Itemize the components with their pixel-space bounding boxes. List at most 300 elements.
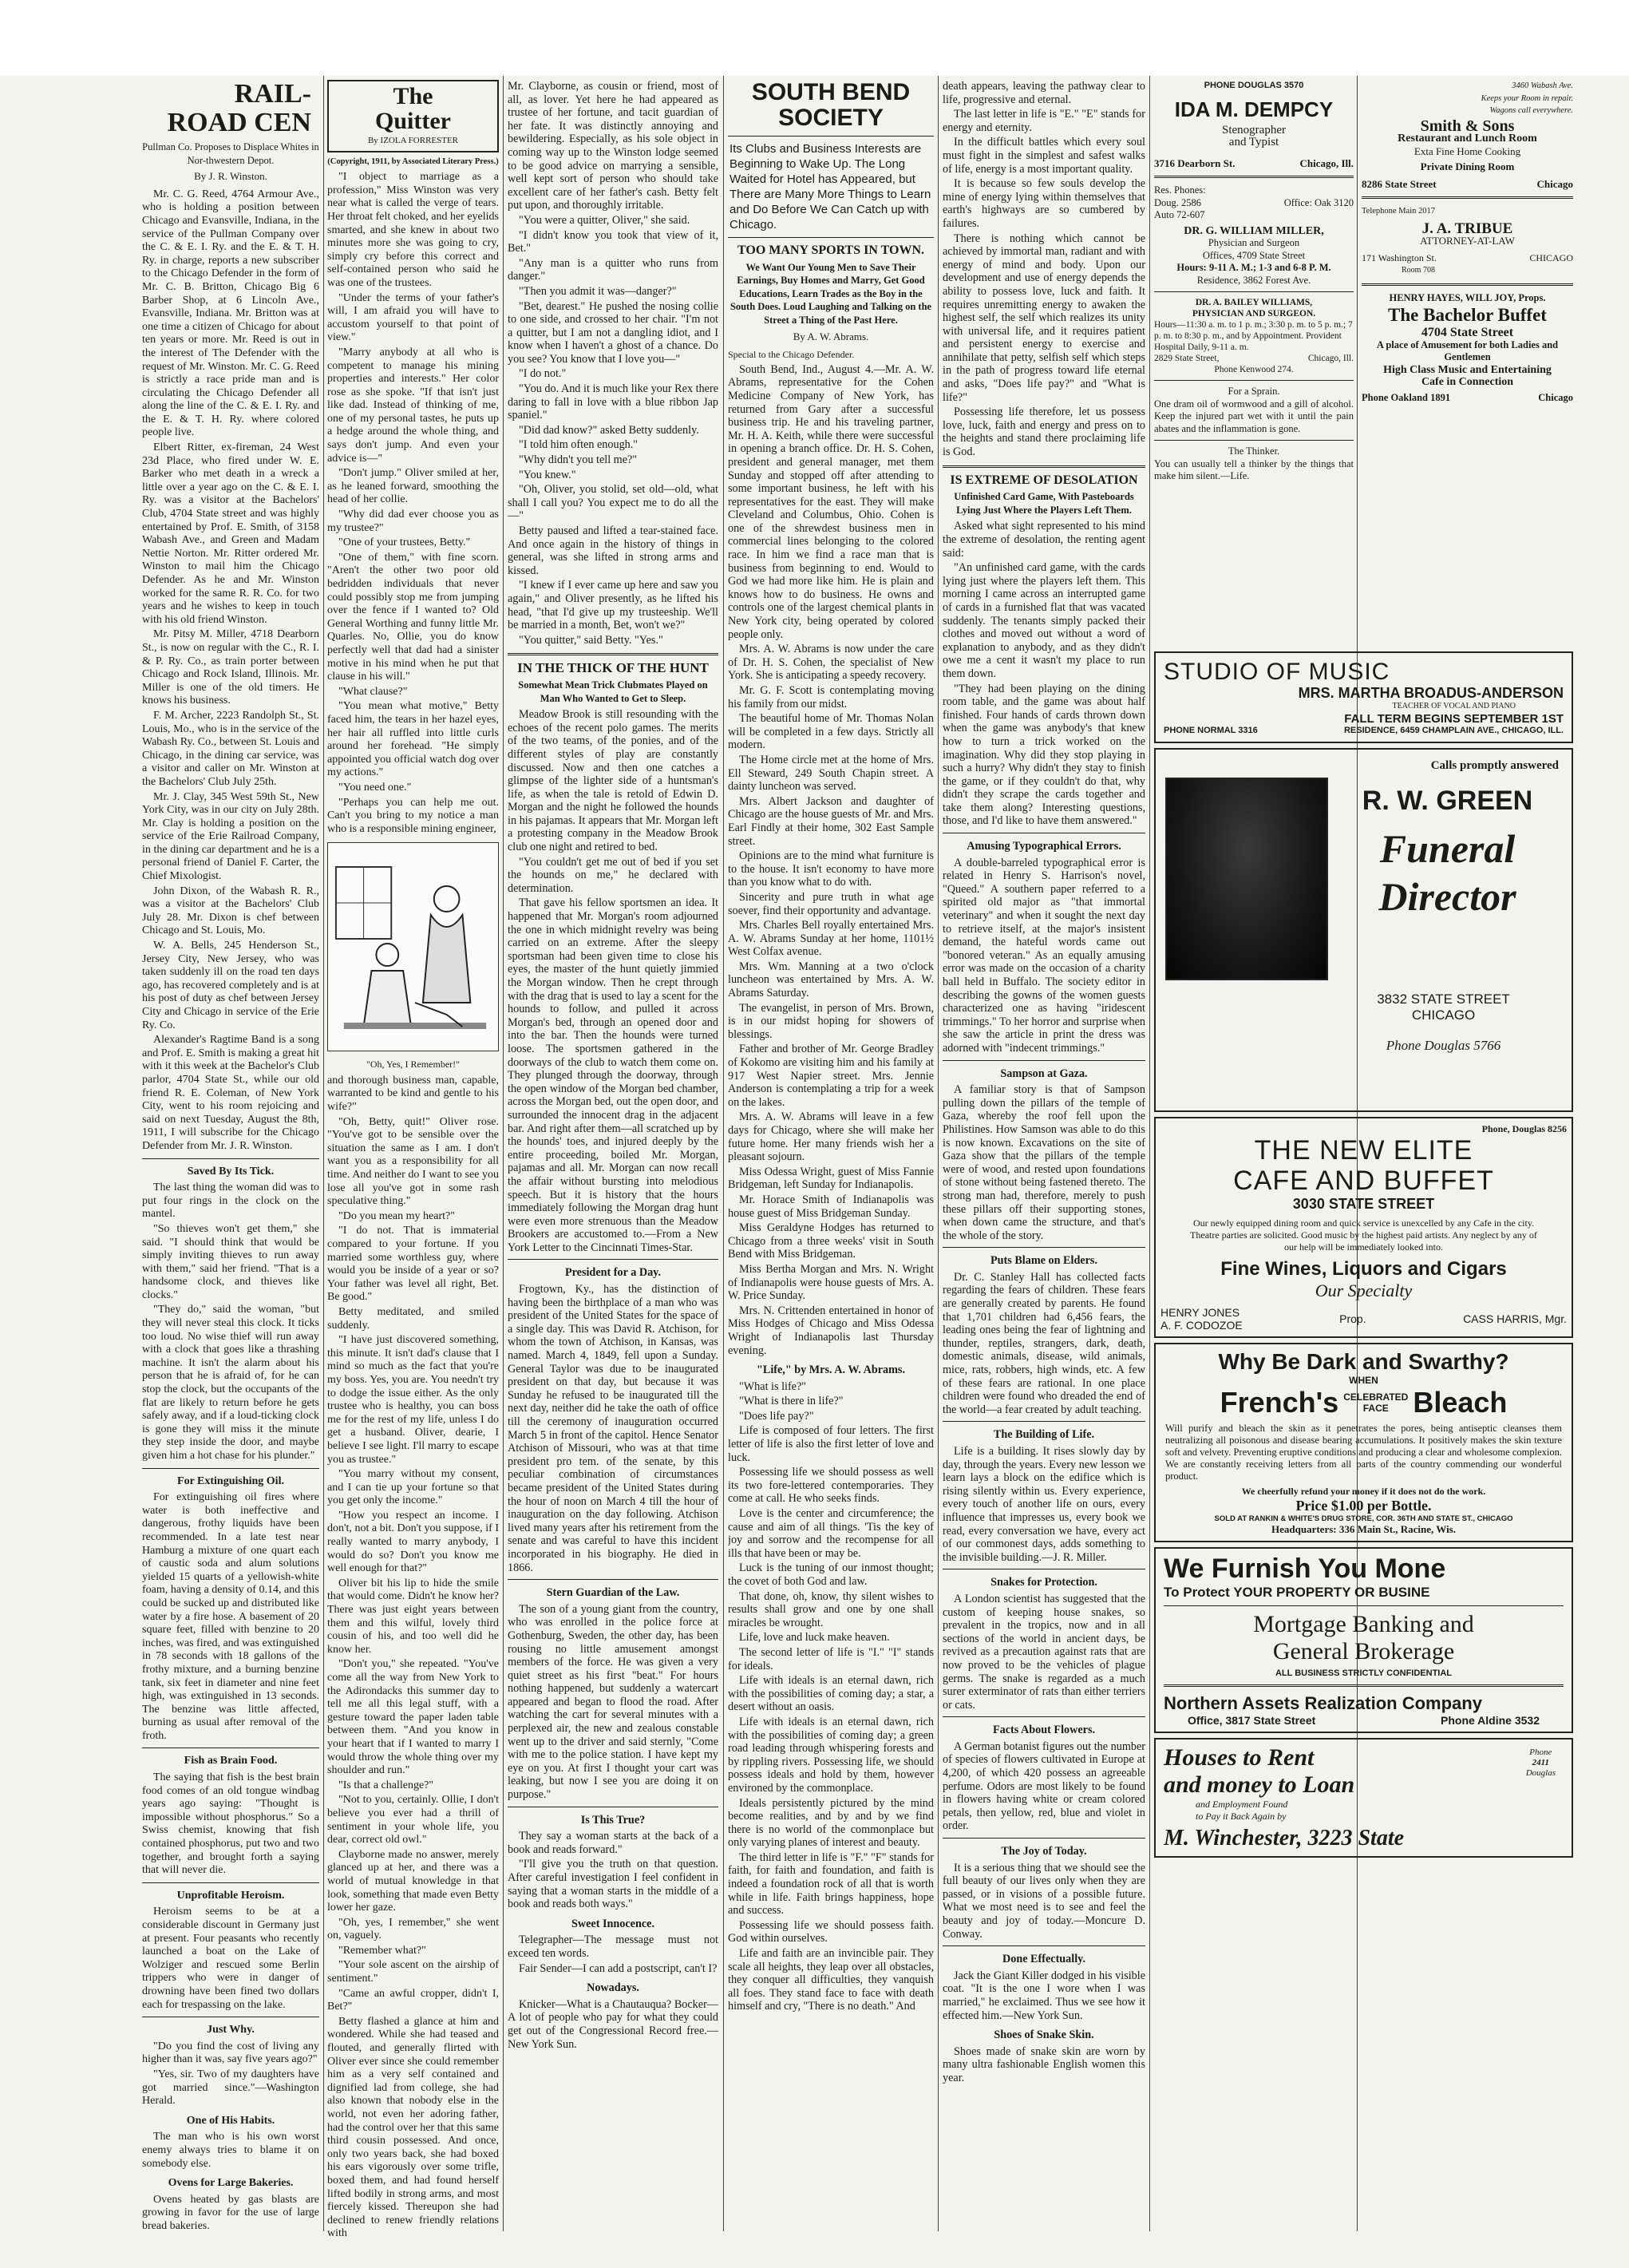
ad-prop-label: Prop. — [1339, 1312, 1366, 1325]
paragraph: "Oh, yes, I remember," she went on, vaguely. — [327, 1916, 499, 1942]
story-author: By IZOLA FORRESTER — [367, 136, 459, 145]
paragraph: Asked what sight represented to his mind the extreme of desolation, the renting agent said: — [943, 520, 1145, 560]
paragraph: The last thing the woman did was to put four rings in the clock on the mantel. — [142, 1181, 319, 1221]
ad-text: Will purify and bleach the skin as it penetrates the pores, being antiseptic cleanses them neutralizing all poisonous and disease bearing accumulations. It positively makes the skin texture soft and velvety. Preventing eruptive conditions and producing a clear and wholesome complexion. We are constantly receiving letters from all parts of the country commending our wonderful product. — [1165, 1423, 1562, 1482]
paragraph: Frogtown, Ky., has the distinction of having been the birthplace of a man who was president of the United States for the space of a single day. This was David R. Atchison, for whom the town of Atchison, in Kansas, was named. March 4, 1849, fell upon a Sunday. General Taylor was due to be inaugurated president on that day, but because it was Sunday he refused to be inaugurated till the next day, neither did he take the oath of office till the ceremony of inauguration occurred March 5 in front of the capitol. Hence Senator Atchison of Missouri, who was at that time president pro tem. of the senate, by this peculiar combination of circumstances became president of the United States during the hour of noon on March 4 till the hour of inauguration on the day following. Atchison lived many years after his retirement from the senate and was careful to have this incident incorporated in his biography. He died in 1866. — [508, 1283, 718, 1574]
card-name: IDA M. DEMPCY — [1174, 97, 1334, 121]
ad-line: to Pay it Back Again by — [1196, 1811, 1287, 1822]
section-heading: The Joy of Today. — [1001, 1845, 1087, 1858]
ad-phone-block — [1526, 1748, 1556, 1779]
title-line: ROAD CEN — [167, 108, 311, 137]
paragraph: "I didn't know you took that view of it, Bet." — [508, 228, 718, 255]
paragraph: It is a serious thing that we should see the full beauty of our lives only when they are passed, or in visions of a possible future. What we most need is to see and feel the beauty and joy of today.—Moncure D. Conway. — [943, 1861, 1145, 1941]
byline: By A. W. Abrams. — [793, 330, 869, 342]
column-rule — [723, 76, 724, 2231]
section-heading: Snakes for Protection. — [990, 1576, 1097, 1589]
paragraph: The beautiful home of Mr. Thomas Nolan will be completed in a few days. Strictly all modern. — [728, 712, 934, 752]
illustration-drawing — [328, 843, 498, 1051]
card-title: ATTORNEY-AT-LAW — [1420, 235, 1515, 247]
paragraph: "I'll give you the truth on that question. After careful investigation I feel confident in saying that a woman starts in the middle of a book and reads both ways." — [508, 1858, 718, 1911]
card-line: Private Dining Room — [1420, 160, 1515, 172]
divider — [142, 1882, 319, 1883]
card-address-row — [1362, 178, 1573, 191]
williams-card — [1154, 297, 1354, 375]
paragraph: Special to the Chicago Defender. — [728, 349, 855, 361]
phone-label: Res. Phones: — [1154, 184, 1206, 196]
card-title: and Typist — [1228, 136, 1279, 148]
paragraph: Ideals persistently pictured by the mind become realities, and by and by we find there is no world of the commonplace but only varying planes of interest and beauty. — [728, 1796, 934, 1850]
paragraph: A familiar story is that of Sampson pulling down the pillars of the temple of Gaza, whereby the roof fell upon the Philistines. How Samson was able to do this is now known. Excavations on the site of Gaza show that the pillars of the temple were of wood, and rested upon foundations of stone without being fastened thereto. The strong man had, therefore, merely to push these pillars off their supporting stones, when down came the structure, and that's the whole of the story. — [943, 1083, 1145, 1242]
card-city: Chicago — [1536, 177, 1573, 190]
paragraph: Jack the Giant Killer dodged in his visible coat. "It is the one I wore when I was married," he exclaimed. Thus we see how it effected him.—New York Sun. — [943, 1969, 1145, 2022]
paragraph: Mr. G. F. Scott is contemplating moving his family from our midst. — [728, 684, 934, 710]
paragraph: "You couldn't get me out of bed if you set the hounds on me," he declared with determination. — [508, 855, 718, 895]
paragraph: "You marry without my consent, and I can tie up your fortune so that you get only the income." — [327, 1468, 499, 1507]
column-3 — [508, 80, 718, 2259]
ad-address: 3030 STATE STREET — [1292, 1196, 1435, 1212]
dempcy-card — [1154, 80, 1354, 169]
paragraph: Mr. Pitsy M. Miller, 4718 Dearborn St., is now on regular with the C., R. I. & P. Ry. Co., as train porter between Chicago and Rock Island, Illinois. Mr. Miller is one of the old timers. He knows his business. — [142, 628, 319, 707]
ad-owner: MRS. MARTHA BROADUS-ANDERSON — [1298, 685, 1564, 701]
torn-top-edge — [0, 0, 1629, 76]
story-illustration — [327, 842, 499, 1051]
ad-line: Mortgage Banking and — [1253, 1611, 1474, 1637]
section-heading: Unprofitable Heroism. — [176, 1889, 285, 1902]
divider — [1154, 291, 1354, 292]
section-heading: The Building of Life. — [993, 1428, 1095, 1442]
paragraph: In the difficult battles which every soul must fight in the simplest and safest walks of life, energy is a most important quality. — [943, 136, 1145, 176]
column-1 — [142, 80, 319, 2259]
divider — [1362, 196, 1573, 199]
studio-of-music-ad — [1154, 651, 1573, 743]
paragraph: Life and faith are an invincible pair. They scale all heights, they leap over all obstacles, they conquer all difficulties, they vanquish all foes. They stand face to face with death himself and cry, "There is no death." And — [728, 1947, 934, 2013]
paragraph: Dr. C. Stanley Hall has collected facts regarding the fears of children. These fears are generally created by parents. He found that 1,701 children had 6,456 fears, the leading ones being the fear of lightning and thunder, reptiles, strangers, dark, death, domestic animals, disease, wild animals, mice, rats, robbers, high winds, etc. A few of these fears are rational. In one place children were found who dreaded the end of the world—a fear created by adult teaching. — [943, 1270, 1145, 1416]
paragraph: "What is there in life?" — [739, 1395, 844, 1408]
paragraph: "I told him often enough." — [519, 438, 639, 452]
ad-price: Price $1.00 per Bottle. — [1295, 1498, 1432, 1514]
paragraph: "Came an awful cropper, didn't I, Bet?" — [327, 1987, 499, 2013]
section-heading: The Thinker. — [1228, 445, 1280, 457]
paragraph: Miss Bertha Morgan and Mrs. N. Wright of Indianapolis were house guests of Mrs. A. W. Price Sunday. — [728, 1262, 934, 1303]
ad-name: M. Winchester, 3223 State — [1164, 1826, 1405, 1850]
paragraph: Betty paused and lifted a tear-stained face. And once again in the history of things in general, was she lifted in strong arms and kissed. — [508, 524, 718, 577]
story-title: Quitter — [375, 108, 451, 134]
paragraph: "Is that a challenge?" — [338, 1779, 434, 1791]
ad-subtitle: To Protect YOUR PROPERTY OR BUSINE — [1164, 1585, 1430, 1600]
card-name: DR. A. BAILEY WILLIAMS, — [1195, 298, 1313, 307]
card-props: HENRY HAYES, WILL JOY, Props. — [1389, 291, 1546, 303]
paragraph: Meadow Brook is still resounding with the echoes of the recent polo games. The merits of the two teams, of the ponies, and of the different styles of play are constantly discussed. Now and then one catches a glimpse of the lighter side of a huntsman's life, as when the tale is retold of Edwin D. Morgan and the night he followed the hounds in his pajamas. It appears that Mr. Morgan left a protesting company in the Meadow Brook club one night and retired to bed. — [508, 708, 718, 854]
ad-title: and money to Loan — [1164, 1771, 1355, 1798]
ad-footer-row — [1164, 1714, 1564, 1727]
paragraph: Elbert Ritter, ex-fireman, 24 West 23d Place, who fired under W. E. Barker who met death in a wreck a little over a year ago on the C. & E. I. Ry. was a visitor at the Bachelors' Club, 4704 State street and was highly entertained by Prof. E. Smith, of 3158 Wabash Ave., and Green and Madam Nettie Norton. Mr. Ritter ordered Mr. Winston to mail him the Chicago Defender. As he and Mr. Winston worked for the same R. R. Co. for two years and he wishes to keep in touch with his old friend Winston. — [142, 441, 319, 626]
paragraph: The last letter in life is "E." "E" stands for energy and eternity. — [943, 108, 1145, 134]
paragraph: "Oh, Betty, quit!" Oliver rose. "You've got to be sensible over the situation the same as I am. I don't want you as a responsibility for all time. And neither do I want to see you lose all you've got in some rash speculative thing." — [327, 1115, 499, 1208]
card-address-row — [1154, 157, 1354, 170]
column-5 — [943, 80, 1145, 2259]
divider — [508, 1259, 718, 1260]
ad-line: SOLD AT RANKIN & WHITE'S DRUG STORE, COR. 36TH AND STATE ST., CHICAGO — [1214, 1514, 1513, 1523]
paragraph: "I knew if I ever came up here and saw you again," and Oliver presently, as he lifted his head, "that I'd give up my trusteeship. We'll be married in a month, Bet, won't we?" — [508, 579, 718, 632]
card-address: Offices, 4709 State Street — [1202, 249, 1306, 261]
paragraph: "Don't jump." Oliver smiled at her, as he leaned forward, smoothing the head of her collie. — [327, 467, 499, 506]
card-city: Chicago, Ill. — [1307, 354, 1354, 363]
paragraph: Mr. C. G. Reed, 4764 Armour Ave., who is holding a position between Chicago and Evansville, Indiana, in the service of the Pullman Company over the C. & E. I. Ry. and the E. & T. H. Ry. in charge, reports a new subscriber to the Chicago Defender in the form of Mr. C. B. Britton, Chicago Big 6 Barber Shop, at 6 Lincoln Ave., Evansville, Indiana. Mr. Britton was at one time a citizen of Chicago for about ten years or more. Mr. Reed is out in the interest of The Defender with the request of Mr. Winston. Mr. C. G. Reed is strictly a race pride man and is circulating the Chicago Defender all along the line of the C. & E. I. Ry. and the E. & T. H. Ry. where colored people live. — [142, 188, 319, 439]
ad-line: ALL BUSINESS STRICTLY CONFIDENTIAL — [1275, 1668, 1453, 1678]
divider — [142, 1468, 319, 1469]
green-body — [1160, 778, 1567, 980]
section-deck: Its Clubs and Business Interests are Beginning to Wake Up. The Long Waited for Hotel has Appeared, but There are Many More Things to Learn and Do Before We Can Catch up with Chicago. — [729, 142, 931, 232]
column-6-cards — [1154, 80, 1354, 643]
paragraph: Life with ideals is an eternal dawn, rich with the possibilities of coming day; a green road leading through whispering forests and by rippling rivers. Possessing life, we should possess ideals and hold by them, however environed by the commonplace. — [728, 1715, 934, 1795]
ad-prop: A. F. CODOZOE — [1160, 1319, 1243, 1332]
ad-title: STUDIO OF MUSIC — [1164, 659, 1390, 685]
paragraph: Betty flashed a glance at him and wondered. While she had teased and flouted, and generally flirted with Oliver ever since she could remember him as a very self contained and dignified lad from college, she had also known that nobody else in the world, not even her adoring father, had the control over her that this same third cousin possessed. And once, only two years back, she had boxed his ears vigorously over some trifle, boxed them, and had found herself lifted bodily in strong arms, and most fiercely kissed. Thereupon she had declined to renew friendly relations with — [327, 2015, 499, 2240]
ad-company: Northern Assets Realization Company — [1164, 1693, 1482, 1713]
illustration-caption: "Oh, Yes, I Remember!" — [366, 1059, 461, 1071]
paragraph: "How you respect an income. I don't, not a bit. Don't you suppose, if I really wanted to marry anybody, I would do so? Don't you know me well enough for that?" — [327, 1509, 499, 1575]
paragraph: "Why did dad ever choose you as my trustee?" — [327, 509, 499, 534]
advertisements — [1154, 647, 1573, 2255]
card-address-row — [1154, 353, 1354, 364]
card-line: High Class Music and Entertaining — [1383, 363, 1552, 376]
ad-footer-row — [1160, 1306, 1567, 1332]
paragraph: Clayborne made no answer, merely glanced up at her, and there was a world of mutual knowledge in that look, something that made even Betty lower her gaze. — [327, 1848, 499, 1914]
new-elite-cafe-ad — [1154, 1117, 1573, 1338]
paragraph: "One of them," with fine scorn. "Aren't the other two poor old bedridden individuals that never could possibly stop me from jumping over the fence if I wanted to? Old General Worthing and funny little Mr. Quarles. No, Ollie, you do know perfectly well that dad had a sinister motive in his mind when he put that clause in his will." — [327, 551, 499, 683]
column-rule — [323, 76, 324, 2231]
paragraph: "You were a quitter, Oliver," she said. — [519, 213, 690, 227]
ad-title: CAFE AND BUFFET — [1233, 1166, 1494, 1196]
paragraph: "What is life?" — [739, 1379, 807, 1393]
card-title: PHYSICIAN AND SURGEON. — [1192, 309, 1316, 319]
ad-line: Our Specialty — [1315, 1280, 1413, 1300]
paragraph: Mrs. Albert Jackson and daughter of Chicago are the house guests of Mr. and Mrs. Earl Findly at their home, 302 East Sample street. — [728, 794, 934, 848]
column-2 — [327, 80, 499, 2259]
paragraph: Mr. Horace Smith of Indianapolis was house guest of Miss Bridgeman Sunday. — [728, 1193, 934, 1220]
ad-line: Calls promptly answered — [1430, 759, 1559, 772]
paragraph: Knicker—What is a Chautauqua? Bocker—A lot of people who pay for what they could get out of the Congressional Record free.—New York Sun. — [508, 1997, 718, 2051]
paragraph: Sincerity and pure truth in what age soever, find their opportunity and advantage. — [728, 890, 934, 917]
paragraph: Life is composed of four letters. The first letter of life is also the first letter of love and luck. — [728, 1424, 934, 1464]
section-deck: We Want Our Young Men to Save Their Earnings, Buy Homes and Marry, Get Good Educations, Learn Trades as the Boy in the South Does. Loud Laughing and Talking on the Street a Thing of the Past Here. — [729, 261, 932, 326]
paragraph: Mr. J. Clay, 345 West 59th St., New York City, was in our city on July 28th. Mr. Clay is holding a position on the service of the Erie Railroad Company, in the dining car department and he is a personal friend of Daniel F. Carter, the Chief Mixologist. — [142, 790, 319, 883]
ad-title: R. W. GREEN — [1362, 786, 1533, 816]
paragraph: Possessing life therefore, let us possess love, luck, faith and energy and press on to the heights and stand there proclaiming life is God. — [943, 406, 1145, 459]
section-deck: Unfinished Card Game, With Pasteboards Lying Just Where the Players Left Them. — [954, 491, 1134, 516]
ad-phone: Phone Douglas 5766 — [1386, 1038, 1501, 1053]
card-address: 8286 State Street — [1362, 177, 1437, 190]
section-heading: TOO MANY SPORTS IN TOWN. — [737, 243, 924, 257]
paragraph: Alexander's Ragtime Band is a song and Prof. E. Smith is making a great hit with it this week at the Bachelor's Club parlor, 4704 State St., while our old friend R. E. Coleman, of New York City, went to his room rejoicing and said on next Tuesday, August the 8th, 1911, I will subscribe for the Chicago Defender from Mr. J. R. Winston. — [142, 1034, 319, 1152]
card-name: J. A. TRIBUE — [1421, 220, 1513, 237]
section-heading: Stern Guardian of the Law. — [546, 1586, 680, 1600]
ad-phone: Phone Aldine 3532 — [1441, 1714, 1540, 1727]
byline: By J. R. Winston. — [194, 170, 267, 183]
paragraph: Betty meditated, and smiled suddenly. — [327, 1305, 499, 1332]
paragraph: Shoes made of snake skin are worn by many ultra fashionable English women this year. — [943, 2044, 1145, 2084]
product-name-part: French's — [1220, 1386, 1339, 1419]
paragraph: Mrs. A. W. Abrams is now under the care of Dr. H. S. Cohen, the specialist of New York. She is anticipating a speedy recovery. — [728, 643, 934, 683]
paragraph: Mr. Clayborne, as cousin or friend, most of all, as lover. Yet here he had appeared as trustee of her fortune, and tacit guardian of her fate. It was distinctly annoying and bewildering. Especially, as his sole object in coming way up to the Winston lodge seemed to be good advice on marrying a sensible, well kept sort of person who should take excellent care of her father's cash. Betty felt put upon, and thoroughly irritable. — [508, 80, 718, 212]
card-line: A place of Amusement for both Ladies and Gentlemen — [1376, 338, 1559, 362]
paragraph: Possessing life we should possess faith. God within ourselves. — [728, 1918, 934, 1945]
paragraph: Life with ideals is an eternal dawn, rich with the possibilities of coming day; a star, a desert without an oasis. — [728, 1674, 934, 1714]
divider — [943, 1421, 1145, 1422]
card-name: DR. G. WILLIAM MILLER, — [1184, 224, 1324, 237]
ad-phone-label: Phone — [1529, 1748, 1552, 1757]
divider — [508, 1579, 718, 1580]
card-small-line: Keeps your Room in repair. — [1481, 93, 1573, 103]
tribue-card — [1362, 205, 1573, 277]
phone-line: PHONE DOUGLAS 3570 — [1204, 81, 1304, 90]
section-heading: "Life," by Mrs. A. W. Abrams. — [756, 1364, 905, 1377]
ad-title: Houses to Rent — [1164, 1744, 1315, 1771]
paragraph: "I have just discovered something, this minute. It isn't dad's clause that I mind so much as the fact that you're my boss. Yes, you are. You needn't try to dodge the issue either. As the only trustee who is healthy, you can boss me for the rest of my life, unless I do get a husband. Oliver, dearie, I believe I see light. I'll marry to escape you as trustee." — [327, 1334, 499, 1466]
paragraph: "They do," said the woman, "but they will never steal this clock. It ticks too loud. No wise thief will run away with a clock that goes like a thrashing machine. It isn't the alarm about his person that he is afraid of, for he can stop the clock, but the occupants of the flat are likely to return before he gets safely away, and if a loud-ticking clock is gone they will miss it the minute they step inside the door, and maybe given him a hot chase for his plunder." — [142, 1304, 319, 1462]
ad-line: Fine Wines, Liquors and Cigars — [1220, 1258, 1507, 1280]
paragraph: "You knew." — [519, 468, 576, 481]
office-phone: Office: Oak 3120 — [1283, 197, 1354, 208]
card-line: Cafe in Connection — [1421, 376, 1514, 388]
ad-address: Office, 3817 State Street — [1188, 1714, 1316, 1727]
section-heading: For a Sprain. — [1228, 386, 1280, 397]
office-hours: Hours: 9-11 A. M.; 1-3 and 6-8 P. M. — [1176, 262, 1331, 273]
paragraph: The Home circle met at the home of Mrs. Ell Steward, 249 South Chapin street. A dainty luncheon was served. — [728, 753, 934, 794]
card-title: Physician and Surgeon — [1208, 237, 1300, 248]
section-heading: One of His Habits. — [186, 2114, 275, 2127]
paragraph: "I object to marriage as a profession," Miss Winston was very near what is called the verge of tears. Her throat felt choked, and her eyelids smarted, and she knew in about two minutes more she was going to cry, simply cry before this correct and self-contained person who said he was one of the trustees. — [327, 171, 499, 289]
ad-phone: PHONE NORMAL 3316 — [1164, 726, 1258, 735]
paragraph: "Then you admit it was—danger?" — [519, 284, 677, 298]
paragraph: "Your sole ascent on the airship of sentiment." — [327, 1959, 499, 1985]
section-heading: Just Why. — [207, 2024, 255, 2036]
paragraph: W. A. Bells, 245 Henderson St., Jersey City, New Jersey, who was taken suddenly ill on the road ten days ago, has recovered completely and is at his post of duty as chef between Jersey City and Chicago in service of the Erie Ry. Co. — [142, 940, 319, 1031]
paragraph: The evangelist, in person of Mrs. Brown, is in our midst hoping for showers of blessings. — [728, 1001, 934, 1041]
divider — [728, 237, 934, 238]
divider — [943, 1945, 1145, 1946]
ad-subtitle: TEACHER OF VOCAL AND PIANO — [1392, 702, 1516, 710]
paragraph: "Perhaps you can help me out. Can't you bring to my notice a man who is a responsible mining engineer, — [327, 796, 499, 835]
paragraph: Opinions are to the mind what furniture is to the house. It isn't economy to have more than you know what to do with. — [728, 849, 934, 889]
ad-line: WHEN — [1349, 1375, 1378, 1386]
card-room: Room 708 — [1402, 266, 1435, 275]
paragraph: Oliver bit his lip to hide the smile that would come. Didn't he know her? There was just eight years between them and this wilful, lovely third cousin of his, and too well did he know her. — [327, 1577, 499, 1656]
paragraph: F. M. Archer, 2223 Randolph St., St. Louis, Mo., who is in the service of the Wabash Ry. Co., between St. Louis and Chicago, in the dining car service, was a visitor and caller on Mr. Winston at the Bachelors' Club July 25th. — [142, 709, 319, 788]
paragraph: "Do you mean my heart?" — [338, 1209, 455, 1222]
card-address: 2829 State Street, — [1154, 354, 1220, 363]
ad-city: CHICAGO — [1411, 1007, 1476, 1023]
section-heading: Ovens for Large Bakeries. — [168, 2177, 294, 2190]
card-name: The Bachelor Buffet — [1388, 305, 1547, 325]
column-rule — [1149, 76, 1150, 2231]
paragraph: "Remember what?" — [338, 1944, 426, 1957]
story-title-box — [327, 80, 499, 152]
section-heading: Facts About Flowers. — [992, 1724, 1096, 1737]
card-address: 4704 State Street — [1421, 326, 1514, 339]
paragraph: "Yes, sir. Two of my daughters have got married since."—Washington Herald. — [142, 2068, 319, 2108]
paragraph: Ovens heated by gas blasts are growing in favor for the use of large bread bakeries. — [142, 2193, 319, 2232]
ad-title: THE NEW ELITE — [1254, 1135, 1473, 1166]
money-ad — [1154, 1547, 1573, 1733]
ad-address: 3832 STATE STREET — [1377, 992, 1510, 1007]
ad-line: General Brokerage — [1272, 1638, 1455, 1664]
paragraph: Mrs. N. Crittenden entertained in honor of Miss Hodges of Chicago and Miss Odessa Wright of Indianapolis last Thursday evening. — [728, 1304, 934, 1357]
divider — [1164, 1605, 1564, 1606]
ad-line: and Employment Found — [1196, 1799, 1288, 1810]
section-heading: Fish as Brain Food. — [184, 1755, 278, 1767]
paragraph: A German botanist figures out the number of species of flowers cultivated in Europe at 4,200, of which 420 possess an agreeable perfume. Odors are most likely to be found in flowers having white or cream colored petals, then yellow, red, blue and violet in order. — [943, 1740, 1145, 1833]
paragraph: South Bend, Ind., August 4.—Mr. A. W. Abrams, representative for the Cohen Medicine Company of New York, has returned from Gary after a successful business trip. He and his traveling partner, Mr. H. A. Keith, while there were successful in opening a branch office. Dr. H. S. Cohen, president and general manager, met them Sunday and stopped off after attending to some important business, he left with his representatives for the east. They will make Cleveland and Columbus, Ohio. Cohen is one of the shrewdest business men in commercial lines belonging to the colored race. In him we find a race man that is business from beginning to end. Would to God we had more like him. He is plain and knows how to do business. He owns and controls one of the largest chemical plants in New York city, being operated by colored people only. — [728, 362, 934, 641]
section-heading: Puts Blame on Elders. — [990, 1254, 1097, 1268]
column-rule — [938, 76, 939, 2231]
ad-phone-exchange: Douglas — [1525, 1768, 1556, 1778]
divider — [142, 1158, 319, 1159]
houses-ad — [1154, 1738, 1573, 1858]
article-deck: Pullman Co. Proposes to Displace Whites in Nor-thwestern Depot. — [142, 141, 319, 166]
ad-prop: HENRY JONES — [1160, 1306, 1240, 1319]
paragraph: "Marry anybody at all who is competent to manage his mining properties and interests." Her color rose as she spoke. "If that isn't just like dad. Instead of thinking of me, one of my personal tastes, he puts up a hedge around the whole thing, and says don't jump. And even your advice is—" — [327, 346, 499, 465]
phone-line: Phone Oakland 1891 — [1362, 391, 1451, 403]
divider — [1362, 283, 1573, 286]
section-heading: Amusing Typographical Errors. — [967, 840, 1121, 853]
smith-card — [1362, 80, 1573, 190]
paragraph: "Don't you," she repeated. "You've come all the way from New York to the Adirondacks this summer day to tell me all this legal stuff, with a gesture toward the paper laden table between them. "And you know in your heart that if I wanted to marry I would throw the whole thing over my shoulder and run." — [327, 1658, 499, 1777]
paragraph: "You need one." — [338, 781, 412, 794]
paragraph: Mrs. A. W. Abrams will leave in a few days for Chicago, where she will make her future home. Her many friends wish her a pleasant sojourn. — [728, 1110, 934, 1164]
section-heading: Shoes of Snake Skin. — [994, 2029, 1094, 2042]
title-line: SOUTH BEND — [751, 80, 911, 105]
paragraph: "Any man is a quitter who runs from danger." — [508, 256, 718, 283]
divider — [1154, 176, 1354, 178]
paragraph: "They had been playing on the dining room table, and the game was about half finished. Four hands of cards thrown down when the game was anybody's that knew how to turn a trick worked on the imagination. Why did they stop playing in such a hurry? Why didn't they stay to finish the game, or if they couldn't do that, why didn't they scrape the cards together and take them along? Interesting questions, those, and I'd like to have them answered." — [943, 682, 1145, 828]
section-heading: President for a Day. — [564, 1266, 662, 1280]
paragraph: That gave his fellow sportsmen an idea. It happened that Mr. Morgan's room adjourned the one in which midnight revelry was being carried on an extreme. After the sleepy sportsman had been given time to close his eyes, the master of the hunt quietly jimmied the Morgan window. Then he crept through with the drag that is used to lay a scent for the hounds to follow, and pulled it across Morgan's bed, through an opened door and into the bar. Then the hounds were turned loose. The sportsmen gathered in the doorways of the club to watch them come on. They plunged through the doorway, through the open window of the Morgan bed chamber, across the Morgan bed, out the open door, and surrounded the innocent drag in the adjacent bar. And right after them—all scratched up by the hounds' toes, and injured deeply by the entire proceeding, boiled Mr. Morgan, pajamas and all. Mr. Morgan can now recall the affair without bursting into melodious speech. But it is history that the hours immediately following the Morgan drag hunt were even more strenuous than the Meadow Brookers are accustomed to.—From a New York Letter to the Cincinnati Times-Star. — [508, 897, 718, 1254]
paragraph: "Does life pay?" — [739, 1409, 814, 1423]
card-address: 171 Washington St. — [1362, 251, 1437, 263]
product-name — [1160, 1386, 1567, 1419]
green-funeral-ad — [1154, 748, 1573, 1112]
paragraph: "So thieves won't get them," she said. "I should think that would be simply inviting thieves to run away with them," said her friend. "That is a handsome clock, and thieves like clocks." — [142, 1222, 319, 1301]
column-rule — [503, 76, 504, 2231]
paragraph: "One of your trustees, Betty." — [338, 536, 471, 549]
paragraph: For extinguishing oil fires where water is both ineffective and dangerous, frothy liquids have been recommended. In a late test near Hamburg a mixture of one quart each of caustic soda and alum solutions yielded 15 quarts of a yellowish-white foam, having a density of 0.14, and this could be sucked up and distributed like water by a fire hose. A basement of 20 square feet, filled with benzine to 20 inches, was fired, and was extinguished in 78 seconds with 18 gallons of the frothy mixture, and a burning benzine tank, six feet in diameter and nine feet high, was extinguished in 13 seconds. The benzine was little affected, burning as usual after removal of the froth. — [142, 1491, 319, 1742]
paragraph: They say a woman starts at the back of a book and reads forward." — [508, 1830, 718, 1856]
phone-row — [1154, 184, 1354, 222]
paragraph: Life, love and luck make heaven. — [739, 1631, 890, 1645]
card-title: Stenographer — [1222, 123, 1286, 137]
paragraph: A double-barreled typographical error is related in Henry S. Harrison's novel, "Queed." A southern paper referred to a spirited old major as "that immortal veterinary" and when it sought the next day to retrieve itself, at the major's insistent demand, the hateful words came out "bonored veteran." As an equally amusing error was made on the occasion of a charity ball held in Buffalo. The society editor in describing the gowns of the women guests characterized one as having "iridescent trimmings." To her horror and surprise when she saw the article in print the dress was adorned with "indecent trimmings." — [943, 856, 1145, 1055]
paragraph: Miss Geraldyne Hodges has returned to Chicago from a three weeks' visit in South Bend with Miss Bridgeman. — [728, 1221, 934, 1261]
paragraph: Miss Odessa Wright, guest of Miss Fannie Bridgeman, left Sunday for Indianapolis. — [728, 1165, 934, 1192]
paragraph: The saying that fish is the best brain food comes of an old tongue windbag years ago saying: "Thought is impossible without phosphorus." So a Swiss chemist, knowing that fish contained phosphorus, put two and two together, and brought forth a saying that will never die. — [142, 1771, 319, 1877]
paragraph: "Under the terms of your father's will, I am afraid you will have to accustom yourself to that point of view." — [327, 291, 499, 344]
divider — [1154, 380, 1354, 381]
article-title — [142, 80, 311, 137]
column-7-cards — [1362, 80, 1573, 643]
card-address-row — [1362, 252, 1573, 265]
product-name-part: Bleach — [1413, 1386, 1508, 1419]
section-title — [728, 80, 934, 131]
card-residence: Residence, 3862 Forest Ave. — [1196, 274, 1311, 286]
paragraph: Possessing life we should possess as well its two fore-lettered contemporaries. They come at call. He who seeks finds. — [728, 1466, 934, 1506]
ad-title: We Furnish You Mone — [1164, 1554, 1446, 1584]
paragraph: Mrs. Charles Bell royally entertained Mrs. A. W. Abrams Sunday at her home, 1101½ West Colfax avenue. — [728, 919, 934, 959]
card-line: Restaurant and Lunch Room — [1398, 133, 1537, 144]
card-small-line: Wagons call everywhere. — [1489, 106, 1573, 115]
paragraph: It is because so few souls develop the mine of energy lying within themselves that earth's highways are so cumbered by failures. — [943, 177, 1145, 230]
section-heading: For Extinguishing Oil. — [177, 1474, 284, 1487]
card-line: Exta Fine Home Cooking — [1414, 144, 1521, 157]
card-name: Smith & Sons — [1420, 117, 1515, 135]
paragraph: Fair Sender—I can add a postscript, can't I? — [519, 1961, 718, 1975]
paragraph: "You quitter," said Betty. "Yes." — [519, 633, 663, 647]
paragraph: Life is a building. It rises slowly day by day, through the years. Every new lesson we learn lays a block on the edifice which is rising silently within us. Every experience, every touch of another life on ours, every influence that impresses us, every book we read, every conversation we have, every act of our commonest days, adds something to the invisible building.—J. R. Miller. — [943, 1445, 1145, 1564]
ad-phone-number: 2411 — [1532, 1758, 1550, 1767]
section-heading: IN THE THICK OF THE HUNT — [517, 660, 709, 676]
portrait-photo — [1165, 778, 1328, 980]
ad-title: Why Be Dark and Swarthy? — [1218, 1349, 1509, 1374]
paragraph: John Dixon, of the Wabash R. R., was a visitor at the Bachelors' Club July 28. Mr. Dixon is chef between Chicago and St. Louis, Mo. — [142, 885, 319, 937]
product-name-part: CELEBRATED — [1343, 1391, 1409, 1403]
title-line: RAIL- — [234, 80, 311, 109]
paragraph: A London scientist has suggested that the custom of keeping house snakes, so prevalent in the tropics, now and in all sections of the world in ancient days, be revived as a precaution against rats that are now proved to be the vehicles of plague germs. The snake is regarded as a much surer exterminator of rats than either terriers or cats. — [943, 1592, 1145, 1712]
ad-line: We cheerfully refund your money if it does not do the work. — [1241, 1486, 1486, 1497]
divider — [1154, 440, 1354, 441]
paragraph: "Not to you, certainly. Ollie, I don't believe you ever had a thrill of sentiment in your whole life, you dear, correct old owl." — [327, 1794, 499, 1846]
card-address-row — [1362, 392, 1573, 405]
card-city: Chicago — [1538, 391, 1573, 403]
ad-residence: RESIDENCE, 6459 CHAMPLAIN AVE., CHICAGO, ILL. — [1343, 726, 1564, 735]
paragraph: Luck is the tuning of our inmost thought; the covet of both God and law. — [728, 1561, 934, 1588]
section-heading: Sweet Innocence. — [571, 1917, 655, 1930]
phone-line: Telephone Main 2017 — [1362, 207, 1435, 216]
paragraph: "You mean what motive," Betty faced him, the tears in her hazel eyes, her hair all ruffled into little curls around her forehead. "He simply appointed you official watch dog over my actions." — [327, 700, 499, 779]
divider — [1164, 1684, 1564, 1687]
divider — [728, 136, 934, 137]
paragraph: "I do not. That is immaterial compared to your fortune. If you married some worthless guy, where would you be inside of a year or so? Your father was level all right, Bet. Be good." — [327, 1225, 499, 1304]
paragraph: and thorough business man, capable, warranted to be kind and gentle to his wife?" — [327, 1074, 499, 1114]
ad-title-line: Director — [1378, 874, 1516, 919]
bleach-ad — [1154, 1343, 1573, 1542]
paragraph: Father and brother of Mr. George Bradley of Kokomo are visiting him and his family at 917 West Napier street. Mrs. Jennie Anderson is contemplating a trip for a week on the lakes. — [728, 1043, 934, 1109]
paragraph: One dram oil of wormwood and a gill of alcohol. Keep the injured part wet with it until the pain abates and the inflammation is gone. — [1154, 398, 1354, 434]
section-heading: Sampson at Gaza. — [1000, 1067, 1088, 1080]
phone-number: Auto 72-607 — [1154, 209, 1205, 220]
phone-number: Doug. 2586 — [1154, 196, 1202, 208]
section-heading: Is This True? — [580, 1813, 646, 1827]
office-hours: Hours—11:30 a. m. to 1 p. m.; 3:30 p. m. to 5 p. m.; 7 p. m. to 8:30 p. m., and by Appointment. Provident Hospital Daily, 9-11 a. m. — [1154, 320, 1353, 352]
card-small-line: 3460 Wabash Ave. — [1512, 81, 1573, 90]
paragraph: Telegrapher—The message must not exceed ten words. — [508, 1934, 718, 1960]
paragraph: "Bet, dearest." He pushed the nosing collie to one side, and crossed to her chair. "I'm not a quitter, but I am not a dangling idiot, and I know when I haven't a ghost of a chance. Do you see? You know that I love you—" — [508, 299, 718, 366]
title-line: SOCIETY — [778, 105, 884, 131]
paragraph: The third letter in life is "F." "F" stands for faith, for faith and foundation, and faith is indeed a foundation rock of all that is worth while in life. Faith brings happiness, hope and success. — [728, 1850, 934, 1918]
paragraph: "An unfinished card game, with the cards lying just where the players left them. This morning I came across an interrupted game of cards in a furnished flat that was vacated suddenly. The tenants simply packed their clothes and moved out without a word of explanation to anybody, and as they didn't owe me a cent it wasn't my place to run them down. — [943, 561, 1145, 680]
ad-term: FALL TERM BEGINS SEPTEMBER 1ST — [1344, 712, 1564, 726]
divider — [943, 1247, 1145, 1248]
paragraph: "You do. And it is much like your Rex there daring to fall in love with a blue ribbon Jap spaniel." — [508, 382, 718, 422]
paragraph: The man who is his own worst enemy always tries to blame it on somebody else. — [142, 2131, 319, 2170]
ad-line: Headquarters: 336 Main St., Racine, Wis. — [1271, 1523, 1456, 1535]
paragraph: The second letter of life is "I." "I" stands for ideals. — [728, 1645, 934, 1672]
card-address: 3716 Dearborn St. — [1154, 156, 1236, 169]
ad-footer-row — [1164, 712, 1564, 735]
miller-card — [1154, 184, 1354, 287]
divider — [943, 465, 1145, 468]
section-heading: Done Effectually. — [1002, 1953, 1086, 1966]
divider — [943, 1716, 1145, 1717]
